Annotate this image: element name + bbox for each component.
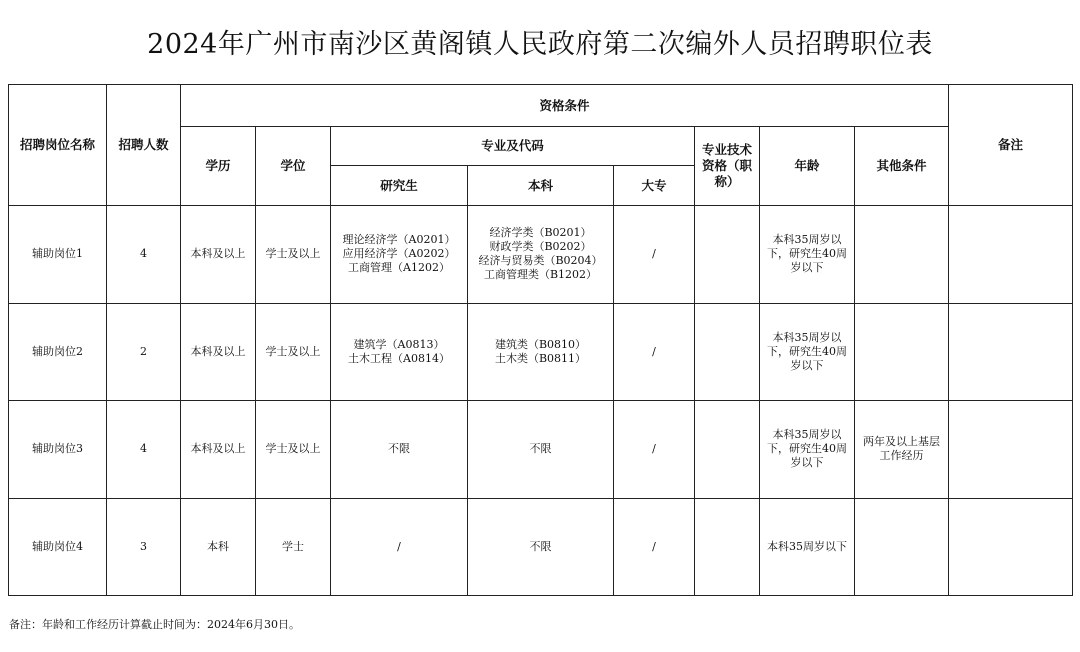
cell-age-line: 岁以下 (790, 261, 824, 275)
cell-professional-title (695, 498, 760, 596)
header-degree: 学位 (256, 127, 331, 206)
cell-age-line: 岁以下 (790, 358, 824, 372)
cell-age-line: 下，研究生40周 (767, 247, 847, 261)
cell-age-line: 本科35周岁以 (772, 330, 842, 344)
header-age: 年龄 (760, 127, 855, 206)
cell-undergraduate-major-line: 工商管理类（B1202） (483, 268, 598, 282)
cell-professional-title (695, 401, 760, 499)
table-row (9, 498, 1073, 596)
header-remarks: 备注 (949, 85, 1073, 206)
table-body (9, 206, 1073, 596)
cell-age (760, 498, 855, 596)
cell-other-conditions (855, 401, 949, 499)
cell-age (760, 206, 855, 304)
cell-age-line: 岁以下 (790, 456, 824, 470)
recruitment-table (8, 84, 1073, 596)
cell-professional-title (695, 303, 760, 401)
cell-degree: 学士 (256, 498, 331, 596)
cell-graduate-major (331, 401, 468, 499)
cell-undergraduate-major-line: 建筑类（B0810） (494, 337, 587, 351)
cell-age-line: 本科35周岁以 (772, 428, 842, 442)
cell-other-conditions (855, 206, 949, 304)
cell-undergraduate-major-line: 经济学类（B0201） (489, 226, 592, 240)
cell-college-major: / (614, 498, 695, 596)
cell-remarks (949, 498, 1073, 596)
cell-graduate-major (331, 206, 468, 304)
footnote: 备注：年龄和工作经历计算截止时间为：2024年6月30日。 (9, 618, 300, 631)
cell-graduate-major-line: / (397, 539, 401, 553)
cell-age-line: 下，研究生40周 (767, 344, 847, 358)
cell-other-conditions-line: 两年及以上基层 (863, 435, 940, 449)
cell-undergraduate-major (468, 498, 614, 596)
header-other-conditions: 其他条件 (855, 127, 949, 206)
cell-position: 辅助岗位4 (9, 498, 107, 596)
header-undergraduate: 本科 (468, 166, 614, 206)
cell-position: 辅助岗位2 (9, 303, 107, 401)
cell-college-major: / (614, 401, 695, 499)
cell-count: 2 (107, 303, 181, 401)
cell-college-major: / (614, 206, 695, 304)
cell-remarks (949, 303, 1073, 401)
cell-degree: 学士及以上 (256, 401, 331, 499)
cell-other-conditions-line: 工作经历 (879, 449, 924, 463)
table-row (9, 401, 1073, 499)
cell-age (760, 303, 855, 401)
cell-age-line: 本科35周岁以 (772, 233, 842, 247)
page-title: 2024年广州市南沙区黄阁镇人民政府第二次编外人员招聘职位表 (147, 29, 933, 60)
cell-undergraduate-major (468, 206, 614, 304)
cell-undergraduate-major (468, 303, 614, 401)
header-qualifications: 资格条件 (181, 85, 949, 127)
cell-graduate-major-line: 土木工程（A0814） (348, 351, 450, 365)
cell-undergraduate-major-line: 土木类（B0811） (494, 351, 587, 365)
header-graduate: 研究生 (331, 166, 468, 206)
cell-education: 本科 (181, 498, 256, 596)
table-row (9, 303, 1073, 401)
header-position-name: 招聘岗位名称 (9, 85, 107, 206)
cell-undergraduate-major-line: 不限 (529, 539, 552, 553)
cell-count: 4 (107, 401, 181, 499)
cell-position: 辅助岗位3 (9, 401, 107, 499)
cell-graduate-major-line: 应用经济学（A0202） (342, 247, 456, 261)
cell-graduate-major (331, 498, 468, 596)
table-row (9, 206, 1073, 304)
cell-graduate-major-line: 建筑学（A0813） (353, 337, 445, 351)
cell-education: 本科及以上 (181, 401, 256, 499)
cell-remarks (949, 206, 1073, 304)
cell-position: 辅助岗位1 (9, 206, 107, 304)
cell-age-line: 本科35周岁以下 (767, 539, 847, 553)
cell-graduate-major-line: 理论经济学（A0201） (342, 233, 456, 247)
header-count: 招聘人数 (107, 85, 181, 206)
cell-degree: 学士及以上 (256, 303, 331, 401)
cell-degree: 学士及以上 (256, 206, 331, 304)
header-college: 大专 (614, 166, 695, 206)
cell-graduate-major-line: 工商管理（A1202） (348, 261, 450, 275)
header-major-and-code: 专业及代码 (331, 127, 695, 166)
cell-other-conditions (855, 303, 949, 401)
cell-college-major: / (614, 303, 695, 401)
cell-other-conditions (855, 498, 949, 596)
cell-undergraduate-major-line: 不限 (529, 442, 552, 456)
cell-remarks (949, 401, 1073, 499)
cell-age (760, 401, 855, 499)
header-professional-title: 专业技术资格（职称） (695, 127, 760, 206)
cell-education: 本科及以上 (181, 303, 256, 401)
header-education: 学历 (181, 127, 256, 206)
cell-graduate-major (331, 303, 468, 401)
cell-undergraduate-major-line: 经济与贸易类（B0204） (478, 254, 603, 268)
cell-age-line: 下，研究生40周 (767, 442, 847, 456)
cell-count: 4 (107, 206, 181, 304)
cell-professional-title (695, 206, 760, 304)
cell-graduate-major-line: 不限 (388, 442, 410, 456)
cell-undergraduate-major (468, 401, 614, 499)
cell-education: 本科及以上 (181, 206, 256, 304)
cell-count: 3 (107, 498, 181, 596)
cell-undergraduate-major-line: 财政学类（B0202） (489, 240, 592, 254)
